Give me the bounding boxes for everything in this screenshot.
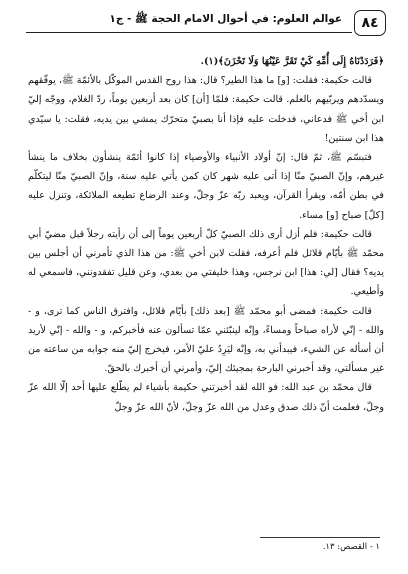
paragraph: قالت حكيمة: فقلت: [و] ما هذا الطير؟ قال: هذا روح القدس الموكّل بالأئمّة ﷺ، يوفّقهم ويسدّدهم ويربّيهم بالعلم. قالت حكيمة: فلمّا [أن] كان بعد أربعين يوماً، ردّ الغلام، ووجّه إليّ ابن أخي ﷺ فدعاني، فدخلت عليه فإذا أنا بصبيّ متحرّك يمشي بين يديه، فقلت: يا سيّدي هذا ابن سنتين!	[28, 75, 384, 144]
paragraph: قالت حكيمة: فمضى أبو محمّد ﷺ [بعد ذلك] بأيّام قلائل، وافترق الناس كما ترى، و - والله - إنّي لأراه صباحاً ومساءً، وإنّه لينبّئني عمّا تسألون عنه فأخبركم، و - والله - إنّي لأريد أن أسأله عن الشيء، فيبدأني به، وإنّه ليَرِدُ عليّ الأمر، فيخرج إليّ منه جوابه من ساعته من غير مسألتي، وقد أخبرني البارحة بمجيئك إليّ، وأمرني أن أخبرك بالحقّ.	[28, 305, 384, 375]
page-number: ٨٤	[354, 10, 386, 36]
footnote-rule	[260, 537, 380, 538]
body-text	[28, 52, 384, 417]
running-title: عوالم العلوم: في أحوال الامام الحجة ﷺ - ج١	[109, 13, 342, 25]
paragraph: فتبسّم ﷺ، ثمّ قال: إنّ أولاد الأنبياء والأوصياء إذا كانوا أئمّة ينشأون بخلاف ما ينشأ غيرهم، وإنّ الصبيّ منّا إذا أتى عليه شهر كان كمن يأتي عليه سنة، وإنّ الصبيّ منّا ليتكلّم في بطن أمّه، ويقرأ القرآن، ويعبد ربّه عزّ وجلّ، وعند الرضاع تطيعه الملائكة، وتنزل عليه [كلّ] صباح [و] مساء.	[28, 152, 384, 221]
header-rule	[26, 32, 352, 33]
quran-verse: ﴿فَرَدَدْنَاهُ إِلَى أُمِّهِ كَيْ تَقَرَّ عَيْنُهَا وَلَا تَحْزَنَ﴾(١).	[200, 56, 384, 67]
page-header	[26, 10, 386, 36]
paragraph: قال محمّد بن عبد الله: فو الله لقد أخبرتني حكيمة بأشياء لم يطّلع عليها أحد إلّا الله عزّ وجلّ، فعلمت أنّ ذلك صدق وعدل من الله عزّ وجلّ، لأنّ الله عزّ وجلّ	[28, 382, 384, 413]
paragraph: قالت حكيمة: فلم أزل أرى ذلك الصبيّ كلّ أربعين يوماً إلى أن رأيته رجلاً قبل مضيّ أبي محمّد ﷺ بأيّام قلائل فلم أعرفه، فقلت لابن أخي ﷺ: من هذا الذي تأمرني أن أجلس بين يديه؟ فقال [لي: هذا] ابن نرجس، وهذا خليفتي من بعدي، وعن قليل تفقدونني، فاسمعي له وأطيعي.	[28, 228, 384, 298]
footnote: ١ - القصص: ١٣.	[322, 542, 380, 552]
